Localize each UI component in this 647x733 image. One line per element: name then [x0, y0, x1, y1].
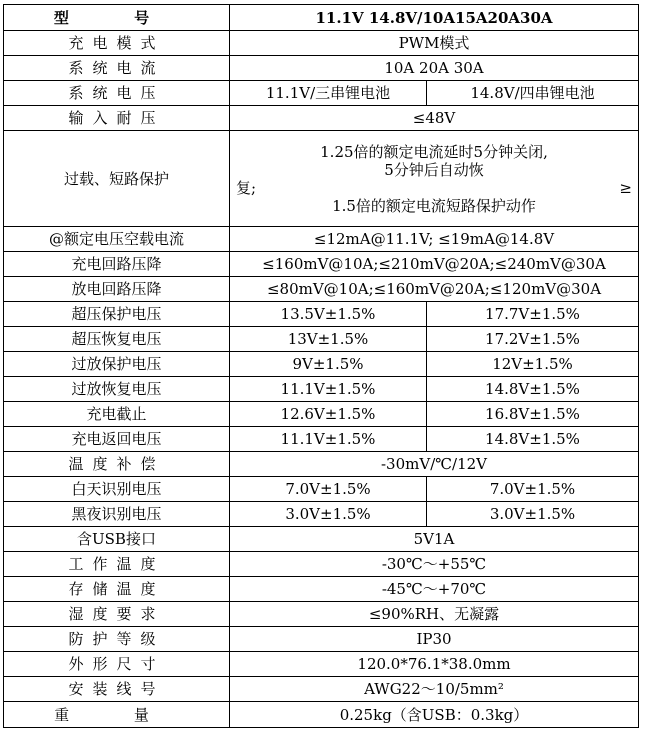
- row-label: 充电模式: [4, 31, 230, 56]
- table-row: [4, 452, 639, 477]
- row-value-a: 9V±1.5%: [230, 352, 427, 377]
- table-row: [4, 477, 639, 502]
- row-label: 存储温度: [4, 577, 230, 602]
- table-row: [4, 427, 639, 452]
- row-value-b: 3.0V±1.5%: [427, 502, 639, 527]
- row-label: 充电回路压降: [4, 252, 230, 277]
- row-label: 工作温度: [4, 552, 230, 577]
- row-value-a: 11.1V/三串锂电池: [230, 81, 427, 106]
- row-value: 5V1A: [230, 527, 639, 552]
- header-row: [4, 5, 639, 31]
- row-label: 防护等级: [4, 627, 230, 652]
- row-value: ≤12mA@11.1V; ≤19mA@14.8V: [230, 227, 639, 252]
- row-value: 120.0*76.1*38.0mm: [230, 652, 639, 677]
- row-label: 温度补偿: [4, 452, 230, 477]
- row-value-a: 12.6V±1.5%: [230, 402, 427, 427]
- row-value: -30mV/℃/12V: [230, 452, 639, 477]
- overload-line-3-left: 复;: [236, 178, 257, 197]
- overload-line-2: 5分钟后自动恢: [384, 160, 484, 179]
- row-value-b: 14.8V±1.5%: [427, 377, 639, 402]
- row-value-b: 16.8V±1.5%: [427, 402, 639, 427]
- overload-line-1: 1.25倍的额定电流延时5分钟关闭,: [320, 142, 548, 161]
- row-label: 充电截止: [4, 402, 230, 427]
- row-value-a: 11.1V±1.5%: [230, 377, 427, 402]
- row-label: 黑夜识别电压: [4, 502, 230, 527]
- row-label: 超压保护电压: [4, 302, 230, 327]
- row-value-a: 13.5V±1.5%: [230, 302, 427, 327]
- table-row: [4, 302, 639, 327]
- row-label: 系统电流: [4, 56, 230, 81]
- row-label: 湿度要求: [4, 602, 230, 627]
- row-label: 过放恢复电压: [4, 377, 230, 402]
- row-value: 0.25kg（含USB：0.3kg）: [230, 702, 639, 728]
- table-row: [4, 277, 639, 302]
- table-row: [4, 602, 639, 627]
- row-value: PWM模式: [230, 31, 639, 56]
- header-label: 型 号: [4, 5, 230, 31]
- row-value-b: 14.8V/四串锂电池: [427, 81, 639, 106]
- overload-line-4: 1.5倍的额定电流短路保护动作: [332, 196, 536, 215]
- row-label: 过载、短路保护: [4, 131, 230, 227]
- table-row: [4, 677, 639, 702]
- row-label: 重 量: [4, 702, 230, 728]
- table-row: [4, 252, 639, 277]
- spec-table: [3, 4, 639, 728]
- row-value-a: 11.1V±1.5%: [230, 427, 427, 452]
- row-value-b: 14.8V±1.5%: [427, 427, 639, 452]
- table-row: [4, 577, 639, 602]
- table-row: [4, 652, 639, 677]
- table-row: [4, 702, 639, 728]
- row-value-b: 12V±1.5%: [427, 352, 639, 377]
- row-value: -30℃～+55℃: [230, 552, 639, 577]
- header-value: 11.1V 14.8V/10A15A20A30A: [230, 5, 639, 31]
- table-row: [4, 627, 639, 652]
- row-label: 安装线号: [4, 677, 230, 702]
- table-row: [4, 402, 639, 427]
- row-label: 含USB接口: [4, 527, 230, 552]
- overload-line-3-right: ≥: [619, 178, 632, 197]
- row-value: ≤90%RH、无凝露: [230, 602, 639, 627]
- row-value-a: 3.0V±1.5%: [230, 502, 427, 527]
- row-label: 外形尺寸: [4, 652, 230, 677]
- table-row: [4, 131, 639, 227]
- table-row: [4, 106, 639, 131]
- overload-line-3: [232, 179, 636, 197]
- row-value: -45℃～+70℃: [230, 577, 639, 602]
- row-label: 输入耐压: [4, 106, 230, 131]
- table-row: [4, 502, 639, 527]
- row-label: 过放保护电压: [4, 352, 230, 377]
- table-row: [4, 552, 639, 577]
- overload-description: [230, 131, 639, 227]
- row-label: 超压恢复电压: [4, 327, 230, 352]
- table-row: [4, 327, 639, 352]
- row-label: 白天识别电压: [4, 477, 230, 502]
- row-value-b: 7.0V±1.5%: [427, 477, 639, 502]
- row-value-b: 17.2V±1.5%: [427, 327, 639, 352]
- row-value: ≤48V: [230, 106, 639, 131]
- table-row: [4, 352, 639, 377]
- table-row: [4, 31, 639, 56]
- row-label: @额定电压空载电流: [4, 227, 230, 252]
- row-label: 放电回路压降: [4, 277, 230, 302]
- row-value-b: 17.7V±1.5%: [427, 302, 639, 327]
- table-row: [4, 81, 639, 106]
- row-value-a: 7.0V±1.5%: [230, 477, 427, 502]
- row-value: ≤80mV@10A;≤160mV@20A;≤120mV@30A: [230, 277, 639, 302]
- table-row: [4, 377, 639, 402]
- row-value: ≤160mV@10A;≤210mV@20A;≤240mV@30A: [230, 252, 639, 277]
- row-label: 系统电压: [4, 81, 230, 106]
- row-value-a: 13V±1.5%: [230, 327, 427, 352]
- row-value: IP30: [230, 627, 639, 652]
- table-row: [4, 227, 639, 252]
- table-row: [4, 56, 639, 81]
- row-label: 充电返回电压: [4, 427, 230, 452]
- row-value: AWG22～10/5mm²: [230, 677, 639, 702]
- table-row: [4, 527, 639, 552]
- row-value: 10A 20A 30A: [230, 56, 639, 81]
